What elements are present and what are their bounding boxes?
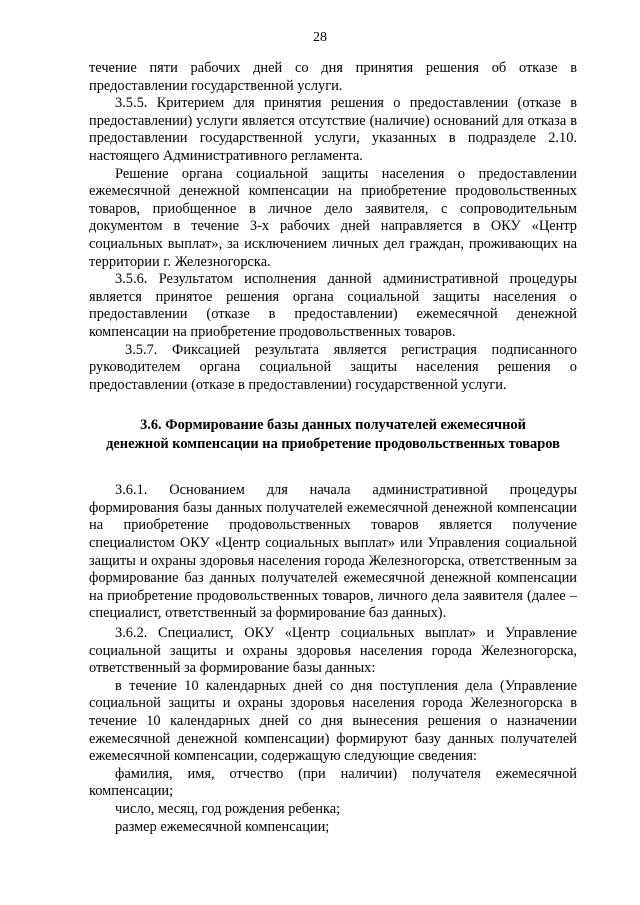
list-item: размер ежемесячной компенсации;	[115, 818, 330, 835]
paragraph-3-5-5: 3.5.5. Критерием для принятия решения о предоставлении (отказе в предоставлении) услуги является отсутствие (наличие) оснований для отказа в предоставлении государственной услуги, указанных в подразделе 2.10. настоящего Административного регламента.	[89, 95, 577, 164]
paragraph: Решение органа социальной защиты населения о предоставлении ежемесячной денежной компенсации на приобретение продовольственных товаров, приобщенное в личное дело заявителя, с сопроводительным документом в течение 3-х рабочих дней направляется в ОКУ «Центр социальных выплат», за исключением личных дел граждан, проживающих на территории г. Железногорска.	[89, 165, 577, 270]
section-heading-3-6	[89, 416, 577, 454]
paragraph-3-6-2: 3.6.2. Специалист, ОКУ «Центр социальных выплат» и Управление социальной защиты и охраны здоровья населения города Железногорска, ответственный за формирование базы данных:	[89, 625, 577, 677]
paragraph-3-6-1: 3.6.1. Основанием для начала административной процедуры формирования базы данных получателей ежемесячной денежной компенсации на приобретение продовольственных товаров является получение специалистом ОКУ «Центр социальных выплат» или Управления социальной защиты и охраны здоровья населения города Железногорска, ответственным за формирование баз данных получателей ежемесячной денежной компенсации на приобретение продовольственных товаров, личного дела заявителя (далее – специалист, ответственный за формирование баз данных).	[89, 482, 577, 622]
page-number: 28	[313, 30, 327, 45]
section-heading-line: 3.6. Формирование базы данных получателей ежемесячной	[140, 417, 526, 434]
section-heading-line: денежной компенсации на приобретение продовольственных товаров	[106, 436, 560, 453]
paragraph: в течение 10 календарных дней со дня поступления дела (Управление социальной защиты и охраны здоровья населения города Железногорска в течение 10 календарных дней со дня вынесения решения о назначении ежемесячной денежной компенсации) формируют базу данных получателей ежемесячной компенсации, содержащую следующие сведения:	[89, 677, 577, 765]
list-item: фамилия, имя, отчество (при наличии) получателя ежемесячной компенсации;	[89, 765, 577, 800]
paragraph-3-5-6: 3.5.6. Результатом исполнения данной административной процедуры является принятое решения органа социальной защиты населения о предоставлении (отказе в предоставлении) ежемесячной денежной компенсации на приобретение продовольственных товаров.	[89, 271, 577, 340]
list-item: число, месяц, год рождения ребенка;	[115, 800, 341, 817]
document-body	[89, 60, 577, 836]
paragraph-3-5-7: 3.5.7. Фиксацией результата является регистрация подписанного руководителем органа социальной защиты населения решения о предоставлении (отказе в предоставлении) государственной услуги.	[89, 341, 577, 393]
paragraph: течение пяти рабочих дней со дня принятия решения об отказе в предоставлении государственной услуги.	[89, 60, 577, 94]
